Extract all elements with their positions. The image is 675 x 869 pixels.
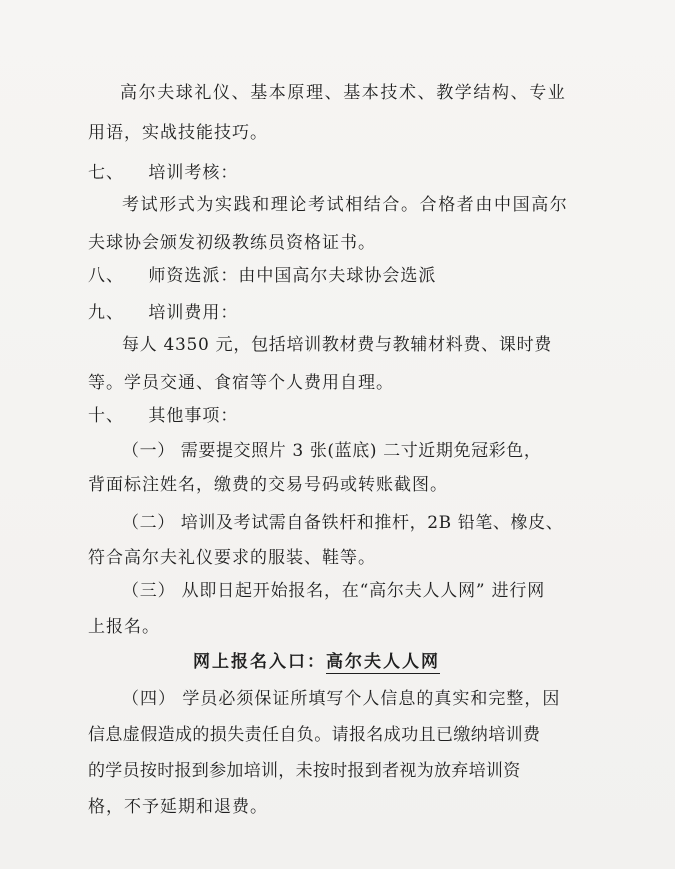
online-entry-link[interactable]: 高尔夫人人网 xyxy=(326,652,440,672)
body-line-15: 的学员按时报到参加培训，未按时报到者视为放弃培训资 xyxy=(88,761,521,781)
body-line-4: 夫球协会颁发初级教练员资格证书。 xyxy=(88,233,376,253)
body-line-11: （三） 从即日起开始报名，在“高尔夫人人网” 进行网 xyxy=(122,581,545,601)
body-line-12: 上报名。 xyxy=(88,617,160,637)
body-line-13: （四） 学员必须保证所填写个人信息的真实和完整，因 xyxy=(122,689,561,709)
heading-seven-text: 培训考核： xyxy=(148,163,239,183)
body-line-10: 符合高尔夫礼仪要求的服装、鞋等。 xyxy=(88,548,376,568)
online-entry-line xyxy=(193,651,440,673)
body-line-7: （一） 需要提交照片 3 张(蓝底) 二寸近期免冠彩色， xyxy=(122,441,542,461)
heading-ten xyxy=(88,405,238,427)
heading-nine xyxy=(88,302,238,324)
heading-nine-number: 九、 xyxy=(88,303,124,323)
body-line-2: 用语，实战技能技巧。 xyxy=(88,123,268,143)
body-line-5: 每人 4350 元，包括培训教材费与教辅材料费、课时费 xyxy=(122,335,552,355)
heading-eight-number: 八、 xyxy=(88,266,124,286)
body-line-9: （二） 培训及考试需自备铁杆和推杆，2B 铅笔、橡皮、 xyxy=(122,513,564,533)
body-line-3: 考试形式为实践和理论考试相结合。合格者由中国高尔 xyxy=(122,195,569,215)
heading-seven-number: 七、 xyxy=(88,163,124,183)
heading-ten-number: 十、 xyxy=(88,406,124,426)
heading-nine-text: 培训费用： xyxy=(148,303,239,323)
heading-seven xyxy=(88,162,238,184)
body-line-6: 等。学员交通、食宿等个人费用自理。 xyxy=(88,373,394,393)
heading-eight-text: 师资选派：由中国高尔夫球协会选派 xyxy=(148,266,437,286)
online-entry-label: 网上报名入口： xyxy=(193,652,326,672)
body-line-14: 信息虚假造成的损失责任自负。请报名成功且已缴纳培训费 xyxy=(88,725,541,745)
heading-eight xyxy=(88,265,436,287)
body-line-1: 高尔夫球礼仪、基本原理、基本技术、教学结构、专业 xyxy=(120,83,567,103)
body-line-8: 背面标注姓名，缴费的交易号码或转账截图。 xyxy=(88,475,448,495)
heading-ten-text: 其他事项： xyxy=(148,406,239,426)
body-line-16: 格，不予延期和退费。 xyxy=(88,797,268,817)
